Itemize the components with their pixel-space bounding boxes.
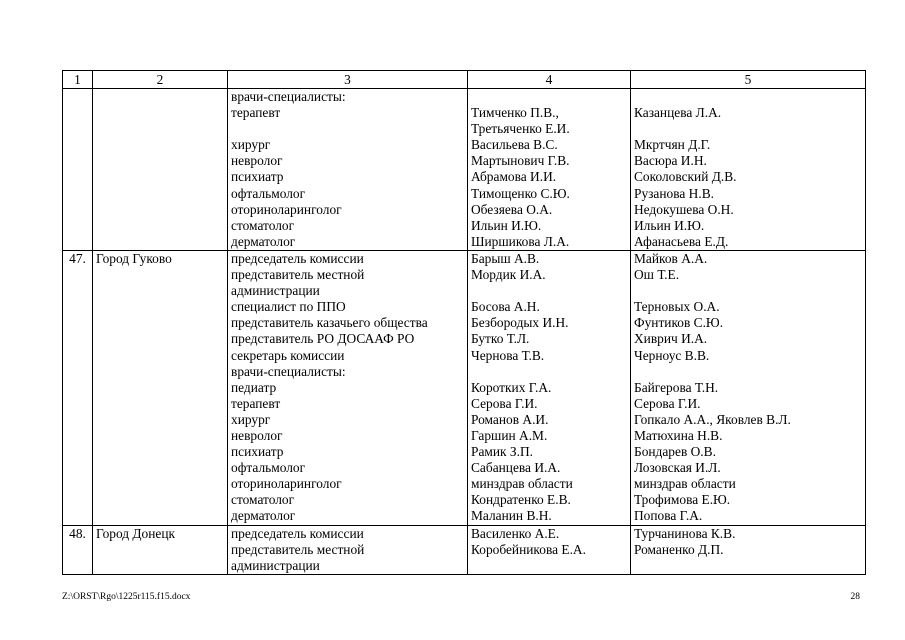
reserve-name: Серова Г.И. — [634, 395, 701, 411]
role-line: администрации — [231, 557, 320, 573]
commission-table — [62, 70, 866, 575]
reserve-name: Бондарев О.В. — [634, 444, 716, 460]
member-name: Кондратенко Е.В. — [471, 492, 571, 508]
role-line: оториноларинголог — [231, 476, 342, 492]
role-line: психиатр — [231, 169, 284, 185]
member-name: Абрамова И.И. — [471, 169, 557, 185]
role-line: представитель РО ДОСААФ РО — [231, 331, 415, 347]
member-name: Ильин И.Ю. — [471, 217, 542, 233]
column-header-1: 1 — [63, 71, 93, 89]
reserve-name: Байгерова Т.Н. — [634, 379, 719, 395]
roles-cell — [228, 89, 468, 251]
reserve-name: Мкртчян Д.Г. — [634, 137, 711, 153]
table-row — [63, 250, 866, 525]
role-line: врачи-специалисты: — [231, 363, 346, 379]
member-name: минздрав области — [471, 476, 573, 492]
role-line: офтальмолог — [231, 460, 306, 476]
municipality-name: Город Гуково — [93, 250, 228, 525]
member-name: Коротких Г.А. — [471, 379, 552, 395]
reserve-name: Гопкало А.А., Яковлев В.Л. — [634, 411, 791, 427]
role-line: оториноларинголог — [231, 201, 342, 217]
header-row — [63, 71, 866, 89]
member-name: Серова Г.И. — [471, 395, 538, 411]
reserve-name — [634, 283, 862, 299]
role-line: стоматолог — [231, 492, 295, 508]
document-path: Z:\ORST\Rgo\1225r115.f15.docx — [62, 592, 191, 602]
role-line: психиатр — [231, 444, 284, 460]
reserve-name: Трофимова Е.Ю. — [634, 492, 731, 508]
member-name: Обезяева О.А. — [471, 201, 553, 217]
roles-cell — [228, 250, 468, 525]
role-line: дерматолог — [231, 508, 296, 524]
member-name: Мордик И.А. — [471, 267, 546, 283]
table-row — [63, 89, 866, 251]
reserve-name: Хиврич И.А. — [634, 331, 708, 347]
member-name: Ширшикова Л.А. — [471, 233, 570, 249]
role-line: терапевт — [231, 105, 281, 121]
member-name: Васильева В.С. — [471, 137, 558, 153]
row-number: 48. — [63, 525, 93, 574]
reserve-name: минздрав области — [634, 476, 736, 492]
roles-cell — [228, 525, 468, 574]
column-header-4: 4 — [468, 71, 631, 89]
reserve-name: Рузанова Н.В. — [634, 185, 714, 201]
member-name: Рамик З.П. — [471, 444, 533, 460]
member-name: Гаршин А.М. — [471, 427, 548, 443]
member-name: Барыш А.В. — [471, 250, 540, 266]
reserve-name: Ильин И.Ю. — [634, 217, 705, 233]
reserve-name — [634, 364, 862, 380]
role-line: дерматолог — [231, 233, 296, 249]
reserve-name: Фунтиков С.Ю. — [634, 315, 724, 331]
role-line: представитель казачьего общества — [231, 315, 428, 331]
member-name: Тимощенко С.Ю. — [471, 185, 570, 201]
role-line: представитель местной — [231, 267, 365, 283]
member-name: Тимченко П.В., — [471, 105, 559, 121]
member-name — [471, 558, 627, 574]
reserve-name: Лозовская И.Л. — [634, 460, 721, 476]
row-number — [63, 89, 93, 251]
role-line: специалист по ППО — [231, 299, 346, 315]
reserve-name — [634, 89, 862, 105]
reserve-name: Турчанинова К.В. — [634, 525, 736, 541]
member-name: Третьяченко Е.И. — [471, 121, 570, 137]
role-line: хирург — [231, 411, 271, 427]
reserve-name: Попова Г.А. — [634, 508, 703, 524]
reserve-name: Ош Т.Е. — [634, 267, 680, 283]
reserves-cell — [631, 89, 866, 251]
member-name — [471, 283, 627, 299]
member-name: Сабанцева И.А. — [471, 460, 561, 476]
reserve-name: Матюхина Н.В. — [634, 427, 723, 443]
role-line: офтальмолог — [231, 185, 306, 201]
role-line: хирург — [231, 137, 271, 153]
reserve-name: Соколовский Д.В. — [634, 169, 737, 185]
reserve-name: Черноус В.В. — [634, 347, 710, 363]
role-line: невролог — [231, 427, 283, 443]
member-name — [471, 89, 627, 105]
municipality-name: Город Донецк — [93, 525, 228, 574]
row-number: 47. — [63, 250, 93, 525]
role-line: стоматолог — [231, 217, 295, 233]
reserve-name: Майков А.А. — [634, 250, 708, 266]
role-line: секретарь комиссии — [231, 347, 345, 363]
reserve-name — [634, 558, 862, 574]
member-name: Мартынович Г.В. — [471, 153, 570, 169]
member-name — [471, 364, 627, 380]
reserve-name: Романенко Д.П. — [634, 541, 724, 557]
member-name: Бутко Т.Л. — [471, 331, 530, 347]
members-cell — [468, 89, 631, 251]
role-line: невролог — [231, 153, 283, 169]
column-header-2: 2 — [93, 71, 228, 89]
role-line: педиатр — [231, 379, 277, 395]
member-name: Коробейникова Е.А. — [471, 541, 586, 557]
page-number: 28 — [850, 592, 860, 602]
column-header-5: 5 — [631, 71, 866, 89]
member-name: Василенко А.Е. — [471, 525, 560, 541]
member-name: Чернова Т.В. — [471, 347, 545, 363]
role-line: представитель местной — [231, 541, 365, 557]
reserve-name: Терновых О.А. — [634, 299, 720, 315]
reserves-cell — [631, 250, 866, 525]
reserve-name: Васюра И.Н. — [634, 153, 707, 169]
role-line: администрации — [231, 283, 320, 299]
table-body — [63, 89, 866, 575]
role-line: председатель комиссии — [231, 250, 364, 266]
reserve-name — [634, 121, 862, 137]
table-row — [63, 525, 866, 574]
reserves-cell — [631, 525, 866, 574]
members-cell — [468, 525, 631, 574]
column-header-3: 3 — [228, 71, 468, 89]
reserve-name: Афанасьева Е.Д. — [634, 233, 729, 249]
member-name: Безбородых И.Н. — [471, 315, 569, 331]
role-line — [231, 121, 464, 137]
role-line: врачи-специалисты: — [231, 89, 346, 104]
reserve-name: Казанцева Л.А. — [634, 105, 722, 121]
role-line: председатель комиссии — [231, 525, 364, 541]
role-line: терапевт — [231, 395, 281, 411]
municipality-name — [93, 89, 228, 251]
member-name: Маланин В.Н. — [471, 508, 552, 524]
members-cell — [468, 250, 631, 525]
member-name: Романов А.И. — [471, 411, 549, 427]
reserve-name: Недокушева О.Н. — [634, 201, 734, 217]
member-name: Босова А.Н. — [471, 299, 540, 315]
